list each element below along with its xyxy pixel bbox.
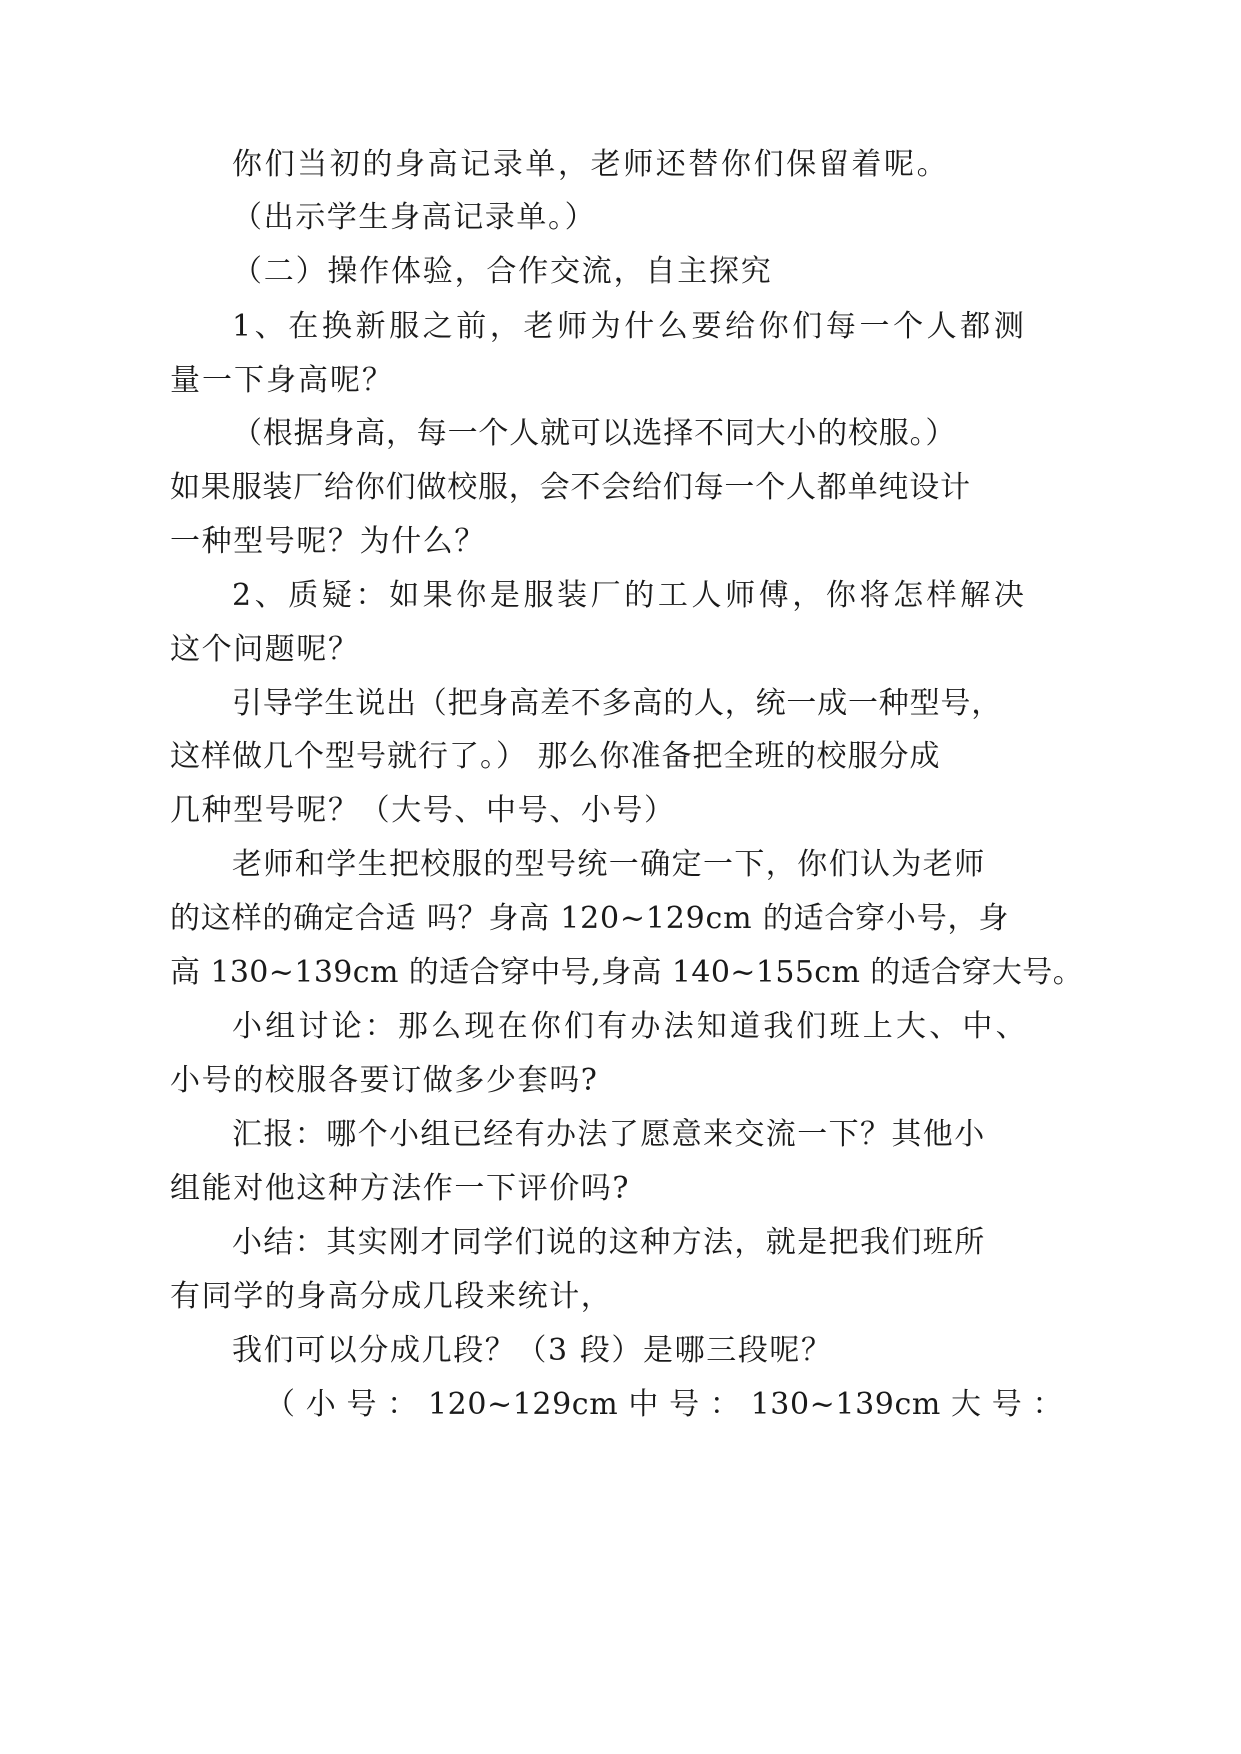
text-line: 高 130~139cm 的适合穿中号,身高 140~155cm 的适合穿大号。 [170,955,1084,990]
text-line: 一种型号呢？为什么？ [170,524,486,559]
text-line: （ 小 号 ： 120~129cm 中 号 ： 130~139cm 大 号 ： [265,1387,1064,1422]
text-line: 我们可以分成几段？（3 段）是哪三段呢？ [232,1333,833,1368]
text-line: （出示学生身高记录单。） [232,200,597,235]
text-line: 汇报：哪个小组已经有办法了愿意来交流一下？其他小 [232,1117,986,1152]
text-line: 组能对他这种方法作一下评价吗? [170,1171,631,1206]
text-line: 引导学生说出（把身高差不多高的人，统一成一种型号， [232,686,1002,721]
text-line: 这样做几个型号就行了。） 那么你准备把全班的校服分成 [170,739,941,774]
text-line: 量一下身高呢？ [170,363,394,398]
text-line: 2、质疑：如果你是服装厂的工人师傅，你将怎样解决 [232,578,1028,613]
text-line: 这个问题呢？ [170,632,360,667]
text-line: （二）操作体验，合作交流，自主探究 [232,254,773,289]
text-line: 小号的校服各要订做多少套吗? [170,1063,599,1098]
text-line: （根据身高，每一个人就可以选择不同大小的校服。） [232,416,957,451]
text-line: 老师和学生把校服的型号统一确定一下，你们认为老师 [232,847,986,882]
text-line: 几种型号呢？（大号、中号、小号） [170,793,676,828]
text-line: 小组讨论：那么现在你们有办法知道我们班上大、中、 [232,1009,1029,1044]
text-line: 1、在换新服之前，老师为什么要给你们每一个人都测 [232,309,1028,344]
text-line: 有同学的身高分成几段来统计， [170,1279,613,1314]
text-line: 的这样的确定合适 吗？身高 120~129cm 的适合穿小号，身 [170,901,1010,936]
text-line: 小结：其实刚才同学们说的这种方法，就是把我们班所 [232,1225,986,1260]
text-line: 如果服装厂给你们做校服，会不会给们每一个人都单纯设计 [170,470,971,505]
text-line: 你们当初的身高记录单，老师还替你们保留着呢。 [232,147,950,182]
